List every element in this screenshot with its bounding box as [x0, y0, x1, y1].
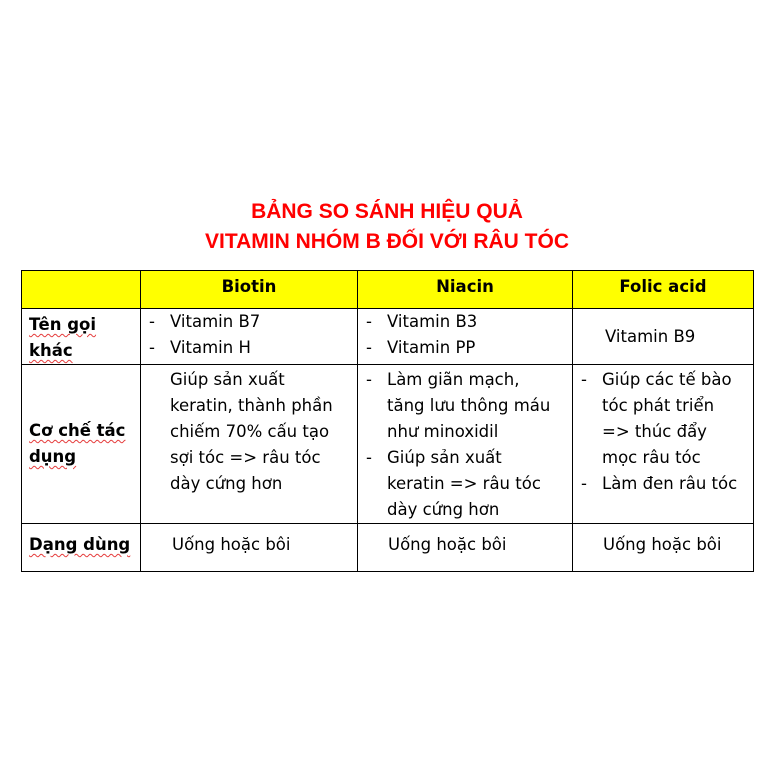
- list-item-text: Vitamin PP: [387, 338, 476, 357]
- text-line: Giúp sản xuất: [387, 448, 502, 467]
- cell-folic-names: Vitamin B9: [573, 309, 754, 365]
- cell-folic-mechanism: [573, 365, 754, 524]
- text-line: keratin, thành phần: [170, 396, 333, 415]
- text-line: => thúc đẩy: [602, 422, 707, 441]
- cell-niacin-mechanism: [358, 365, 573, 524]
- cell-folic-dosage: Uống hoặc bôi: [573, 524, 754, 572]
- cell-niacin-names: [358, 309, 573, 365]
- cell-biotin-names: [141, 309, 358, 365]
- cell-biotin-dosage: Uống hoặc bôi: [141, 524, 358, 572]
- table-row-mechanism: [22, 365, 754, 524]
- dash-bullet: -: [366, 448, 372, 467]
- header-cell-niacin: Niacin: [358, 271, 573, 309]
- title-line-2: VITAMIN NHÓM B ĐỐI VỚI RÂU TÓC: [204, 230, 569, 253]
- text-line: Giúp các tế bào: [602, 370, 732, 389]
- dash-bullet: -: [149, 338, 155, 357]
- row-label-mechanism: [22, 365, 141, 524]
- text-line: dày cứng hơn: [170, 474, 283, 493]
- dash-bullet: -: [149, 312, 155, 331]
- text-line: mọc râu tóc: [602, 448, 701, 467]
- table-row-dosage-form: [22, 524, 754, 572]
- cell-niacin-dosage: Uống hoặc bôi: [358, 524, 573, 572]
- list-item: [573, 471, 753, 497]
- text-line: như minoxidil: [387, 422, 499, 441]
- list-item: [358, 335, 572, 361]
- table-row-other-names: [22, 309, 754, 365]
- text-line: Làm đen râu tóc: [602, 474, 738, 493]
- text-line: Giúp sản xuất: [170, 370, 285, 389]
- text-line: tóc phát triển: [602, 396, 715, 415]
- dash-bullet: -: [366, 312, 372, 331]
- dash-bullet: -: [366, 370, 372, 389]
- list-item: [141, 309, 357, 335]
- dash-bullet: -: [581, 474, 587, 493]
- list-item: [358, 367, 572, 445]
- list-item-text: Vitamin B3: [387, 312, 478, 331]
- comparison-table: [21, 270, 754, 572]
- row-label-text: Dạng dùng: [29, 535, 131, 554]
- text-line: Làm giãn mạch,: [387, 370, 520, 389]
- dash-bullet: -: [581, 370, 587, 389]
- cell-biotin-mechanism: [141, 365, 358, 524]
- text-line: tăng lưu thông máu: [387, 396, 551, 415]
- text-line: chiếm 70% cấu tạo: [170, 422, 330, 441]
- list-item-text: Vitamin H: [170, 338, 251, 357]
- list-item-text: Vitamin B7: [170, 312, 261, 331]
- list-item: [358, 309, 572, 335]
- header-cell-folic-acid: Folic acid: [573, 271, 754, 309]
- header-cell-empty: [22, 271, 141, 309]
- list-item: [358, 445, 572, 523]
- text-line: keratin => râu tóc: [387, 474, 541, 493]
- dash-bullet: -: [366, 338, 372, 357]
- row-label-dosage-form: [22, 524, 141, 572]
- title-line-1: BẢNG SO SÁNH HIỆU QUẢ: [251, 200, 523, 223]
- header-cell-biotin: Biotin: [141, 271, 358, 309]
- text-line: dày cứng hơn: [387, 500, 500, 519]
- header-row: [22, 271, 754, 309]
- list-item: [573, 367, 753, 471]
- row-label-line: Tên gọi: [29, 315, 97, 334]
- row-label-line: Cơ chế tác: [29, 421, 126, 440]
- row-label-line: khác: [29, 341, 73, 360]
- list-item: [141, 335, 357, 361]
- row-label-line: dụng: [29, 447, 77, 466]
- text-line: sợi tóc => râu tóc: [170, 448, 321, 467]
- row-label-other-names: [22, 309, 141, 365]
